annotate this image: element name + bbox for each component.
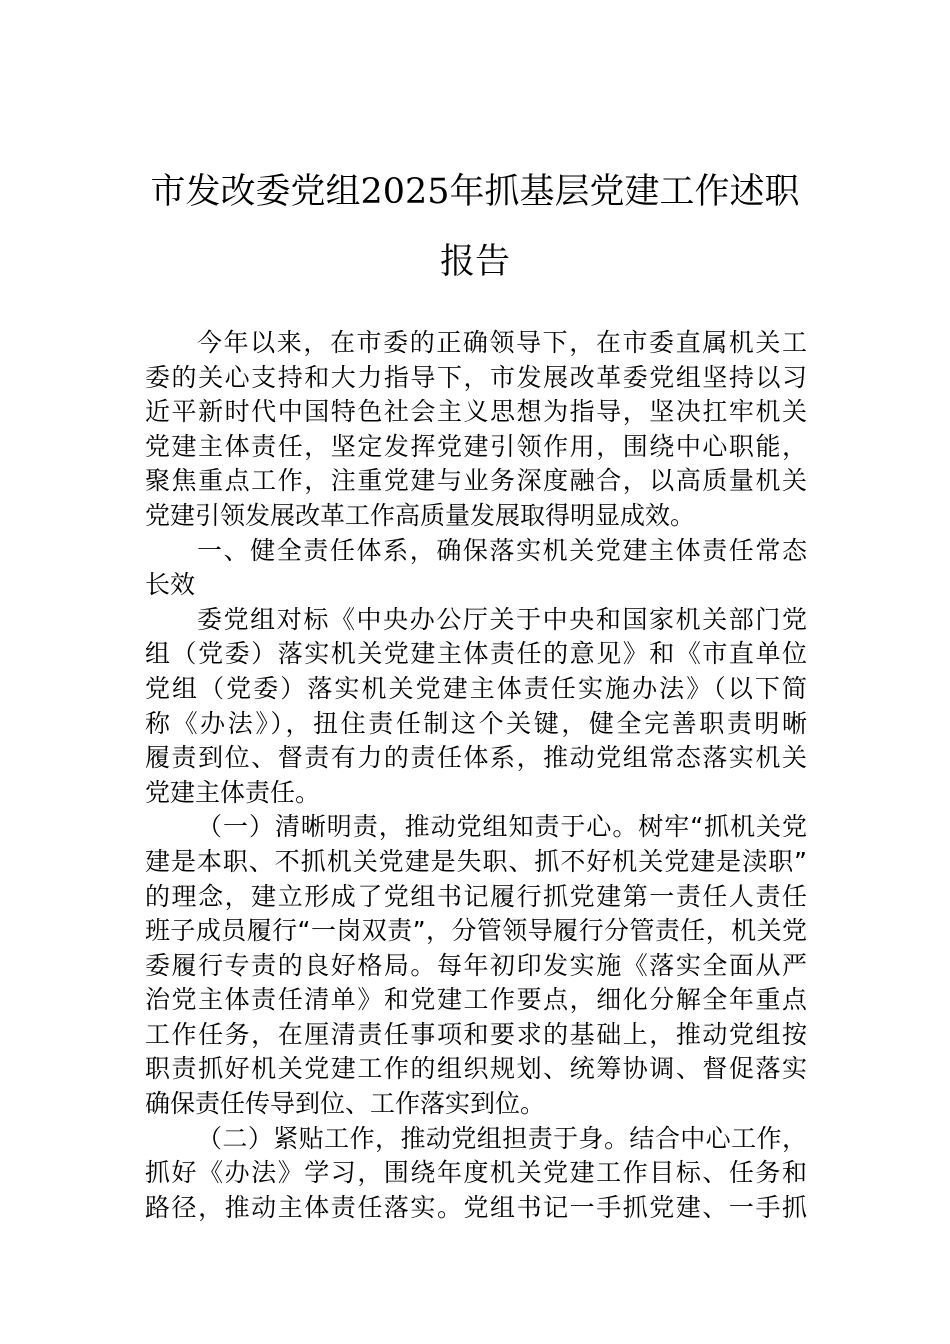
paragraph	[145, 603, 807, 811]
text-line: 建是本职、不抓机关党建是失职、抓不好机关党建是渎职”	[145, 846, 807, 876]
text-line: 党组（党委）落实机关党建主体责任实施办法》（以下简	[145, 673, 807, 703]
text-line: 的理念，建立形成了党组书记履行抓党建第一责任人责任	[145, 881, 807, 911]
text-line: 确保责任传导到位、工作落实到位。	[145, 1089, 546, 1119]
text-line: 党建主体责任，坚定发挥党建引领作用，围绕中心职能，	[145, 431, 807, 461]
text-line: 委履行专责的良好格局。每年初印发实施《落实全面从严	[145, 950, 807, 980]
paragraph	[145, 326, 807, 534]
text-line: 近平新时代中国特色社会主义思想为指导，坚决扛牢机关	[145, 397, 807, 427]
text-line: 长效	[145, 570, 196, 600]
section-heading	[145, 534, 807, 603]
text-line: （一）清晰明责，推动党组知责于心。树牢“抓机关党	[197, 812, 807, 842]
text-line: 今年以来，在市委的正确领导下，在市委直属机关工	[197, 328, 807, 357]
text-line: 路径，推动主体责任落实。党组书记一手抓党建、一手抓	[145, 1192, 807, 1222]
text-line: 班子成员履行“一岗双责”，分管领导履行分管责任，机关党	[145, 916, 807, 946]
text-line: 工作任务，在厘清责任事项和要求的基础上，推动党组按	[145, 1019, 807, 1049]
paragraph	[145, 1122, 807, 1226]
text-line: 职责抓好机关党建工作的组织规划、统筹协调、督促落实	[145, 1054, 807, 1084]
text-line: 聚焦重点工作，注重党建与业务深度融合，以高质量机关	[145, 466, 807, 496]
document-title-line-2: 报告	[439, 242, 510, 282]
document-title-line-1: 市发改委党组2025年抓基层党建工作述职	[150, 172, 800, 212]
document-body	[145, 326, 807, 1225]
text-line: （二）紧贴工作，推动党组担责于身。结合中心工作，	[197, 1123, 807, 1153]
text-line: 委的关心支持和大力指导下，市发展改革委党组坚持以习	[145, 362, 807, 392]
text-line: 抓好《办法》学习，围绕年度机关党建工作目标、任务和	[145, 1158, 807, 1188]
text-line: 组（党委）落实机关党建主体责任的意见》和《市直单位	[145, 639, 807, 669]
paragraph	[145, 810, 807, 1121]
text-line: 履责到位、督责有力的责任体系，推动党组常态落实机关	[145, 743, 807, 773]
text-line: 党建主体责任。	[145, 777, 321, 807]
text-line: 党建引领发展改革工作高质量发展取得明显成效。	[145, 500, 696, 530]
text-line: 治党主体责任清单》和党建工作要点，细化分解全年重点	[145, 985, 807, 1015]
text-line: 一、健全责任体系，确保落实机关党建主体责任常态	[197, 535, 807, 565]
text-line: 称《办法》），扭住责任制这个关键，健全完善职责明晰	[145, 708, 807, 738]
text-line: 委党组对标《中央办公厅关于中央和国家机关部门党	[197, 604, 807, 634]
